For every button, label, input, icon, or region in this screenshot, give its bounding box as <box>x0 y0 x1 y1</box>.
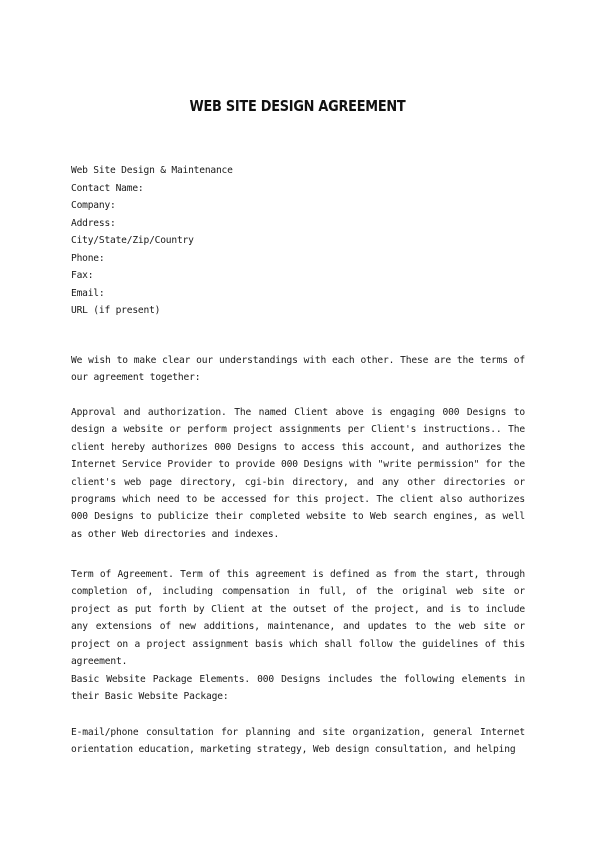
contact-field-company: Company: <box>71 200 116 211</box>
contact-field-phone: Phone: <box>71 252 105 264</box>
approval-paragraph: Approval and authorization. The named Client above is engaging 000 Designs to design a website or perform project assignments per Client's instructions.. The client hereby authorizes 000 Designs to access this account, and authorizes the Internet Service Provider to provide 000 Designs with "write permission" for the client's web page directory, cgi-bin directory, and any other directories or programs which need to be accessed for this project. The client also authorizes 000 Designs to publicize their completed website to Web search engines, as well as other Web directories and indexes. <box>71 407 525 540</box>
contact-info-block <box>71 162 526 320</box>
contact-field-email: Email: <box>71 287 105 299</box>
contact-field-address: Address: <box>71 217 116 229</box>
contact-field-name: Contact Name: <box>71 182 144 194</box>
document-title: WEB SITE DESIGN AGREEMENT <box>189 97 406 115</box>
contact-field-service: Web Site Design & Maintenance <box>71 165 233 176</box>
term-paragraph: Term of Agreement. Term of this agreement is defined as from the start, through completion of, including compensation in full, of the original web site or project as put forth by Client at the outset of the project, and is to include any extensions of new additions, maintenance, and updates to the web site or project on a project assignment basis which shall follow the guidelines of this agreement. <box>71 569 525 668</box>
basic-package-paragraph: Basic Website Package Elements. 000 Designs includes the following elements in their Basic Website Package: <box>71 674 525 703</box>
contact-field-city: City/State/Zip/Country <box>71 235 194 246</box>
contact-field-fax: Fax: <box>71 270 94 281</box>
intro-paragraph: We wish to make clear our understandings with each other. These are the terms of our agreement together: <box>71 355 525 384</box>
contact-field-url: URL (if present) <box>71 305 161 316</box>
consultation-paragraph: E-mail/phone consultation for planning and site organization, general Internet orientation education, marketing strategy, Web design consultation, and helping <box>71 727 525 756</box>
